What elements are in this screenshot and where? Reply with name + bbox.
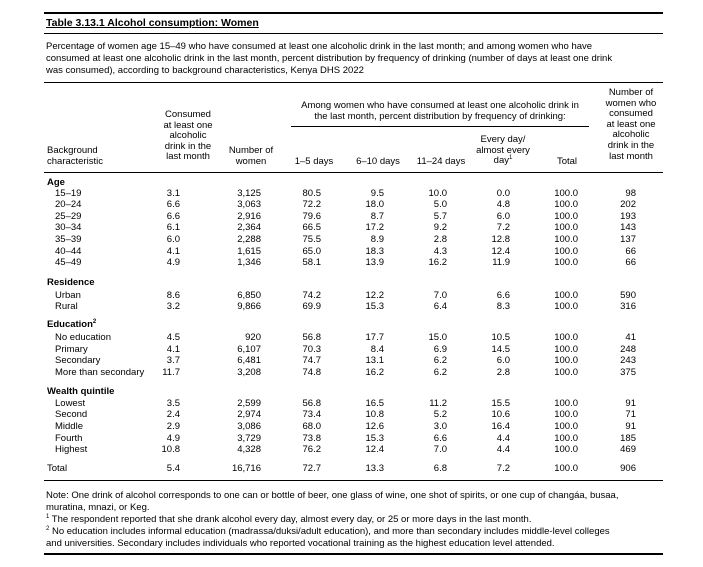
table-cell: 74.2 — [302, 290, 321, 301]
table-cell: 15.3 — [365, 301, 384, 312]
header-6-10-days: 6–10 days — [356, 156, 400, 167]
table-cell: 16,716 — [231, 463, 261, 474]
row-label: 40–44 — [55, 246, 82, 257]
table-cell: 100.0 — [554, 246, 578, 257]
table-cell: 66 — [625, 257, 636, 268]
table-cell: 41 — [625, 332, 636, 343]
table-cell: 3,208 — [237, 367, 261, 378]
table-cell: 4.4 — [496, 444, 510, 455]
table-cell: 316 — [620, 301, 636, 312]
table-cell: 1,346 — [237, 257, 261, 268]
table-cell: 75.5 — [302, 234, 321, 245]
table-cell: 137 — [620, 234, 636, 245]
table-cell: 100.0 — [554, 211, 578, 222]
table-cell: 12.6 — [365, 421, 384, 432]
description-line: Percentage of women age 15–49 who have consumed at least one alcoholic drink in the last month; and among women who have — [46, 41, 593, 52]
table-cell: 3.0 — [433, 421, 447, 432]
table-cell: 100.0 — [554, 355, 578, 366]
table-cell: 71 — [625, 409, 636, 420]
row-label: Rural — [55, 301, 78, 312]
table-cell: 2.4 — [166, 409, 180, 420]
table-cell: 100.0 — [554, 344, 578, 355]
table-cell: 12.4 — [365, 444, 384, 455]
row-label: Middle — [55, 421, 83, 432]
table-cell: 6,481 — [237, 355, 261, 366]
table-cell: 10.6 — [491, 409, 510, 420]
table-cell: 5.2 — [433, 409, 447, 420]
table-cell: 6.6 — [496, 290, 510, 301]
table-cell: 6.2 — [433, 355, 447, 366]
section-age: Age — [47, 177, 65, 188]
table-cell: 243 — [620, 355, 636, 366]
table-cell: 202 — [620, 199, 636, 210]
bottom-rule — [44, 553, 663, 555]
table-cell: 6.9 — [433, 344, 447, 355]
row-label: 15–19 — [55, 188, 82, 199]
table-cell: 13.3 — [365, 463, 384, 474]
table-cell: 76.2 — [302, 444, 321, 455]
row-label: 30–34 — [55, 222, 82, 233]
table-cell: 590 — [620, 290, 636, 301]
table-cell: 6,850 — [237, 290, 261, 301]
header-1-5-days: 1–5 days — [294, 156, 334, 167]
table-cell: 193 — [620, 211, 636, 222]
table-cell: 100.0 — [554, 398, 578, 409]
row-label: Secondary — [55, 355, 101, 366]
row-label: Fourth — [55, 433, 83, 444]
footnote-2-continued: and universities. Secondary includes individuals who reported vocational training as the highest education level attended. — [46, 538, 555, 549]
table-cell: 100.0 — [554, 444, 578, 455]
table-cell: 4.5 — [166, 332, 180, 343]
header-among-women-spanner: Among women who have consumed at least one alcoholic drink in the last month, percent distribution by frequency of drinking: — [301, 100, 579, 122]
table-cell: 12.4 — [491, 246, 510, 257]
table-cell: 100.0 — [554, 301, 578, 312]
table-cell: 5.0 — [433, 199, 447, 210]
table-cell: 9.2 — [433, 222, 447, 233]
table-cell: 6.0 — [166, 234, 180, 245]
table-cell: 375 — [620, 367, 636, 378]
table-cell: 15.0 — [428, 332, 447, 343]
table-cell: 6.4 — [433, 301, 447, 312]
table-cell: 5.4 — [166, 463, 180, 474]
table-cell: 7.0 — [433, 290, 447, 301]
table-cell: 16.4 — [491, 421, 510, 432]
section-education: Education$^2$ — [47, 318, 97, 330]
table-cell: 4.1 — [166, 344, 180, 355]
row-label: Lowest — [55, 398, 86, 409]
row-label: Second — [55, 409, 88, 420]
table-cell: 66.5 — [302, 222, 321, 233]
table-cell: 2,916 — [237, 211, 261, 222]
table-cell: 12.8 — [491, 234, 510, 245]
table-cell: 100.0 — [554, 234, 578, 245]
table-cell: 100.0 — [554, 463, 578, 474]
table-cell: 15.5 — [491, 398, 510, 409]
table-cell: 3,729 — [237, 433, 261, 444]
note-line: muratina, mnazi, or Keg. — [46, 502, 150, 513]
table-cell: 56.8 — [302, 398, 321, 409]
table-cell: 13.9 — [365, 257, 384, 268]
table-cell: 11.9 — [492, 257, 510, 268]
table-cell: 8.6 — [166, 290, 180, 301]
table-cell: 4.4 — [496, 433, 510, 444]
table-cell: 2,364 — [237, 222, 261, 233]
table-cell: 100.0 — [554, 188, 578, 199]
description-line: consumed at least one alcoholic drink in the last month, percent distribution by frequency of drinking (number of days at least one drink — [46, 53, 613, 64]
table-cell: 6.1 — [166, 222, 180, 233]
table-cell: 2.8 — [433, 234, 447, 245]
table-cell: 17.7 — [365, 332, 384, 343]
table-cell: 74.8 — [302, 367, 321, 378]
table-cell: 16.2 — [365, 367, 384, 378]
table-cell: 68.0 — [302, 421, 321, 432]
table-cell: 9.5 — [370, 188, 384, 199]
table-cell: 9,866 — [237, 301, 261, 312]
row-label: Total — [47, 463, 68, 474]
row-label: Urban — [55, 290, 81, 301]
table-cell: 7.2 — [496, 222, 510, 233]
table-cell: 73.8 — [302, 433, 321, 444]
table-cell: 2.9 — [166, 421, 180, 432]
header-top-rule — [44, 82, 663, 83]
table-cell: 5.7 — [433, 211, 447, 222]
table-cell: 58.1 — [302, 257, 321, 268]
table-cell: 16.5 — [365, 398, 384, 409]
header-consumed-last-month: Consumed at least one alcoholic drink in the last month — [163, 109, 213, 163]
table-cell: 8.7 — [370, 211, 384, 222]
table-cell: 7.0 — [433, 444, 447, 455]
table-cell: 6.8 — [433, 463, 447, 474]
table-cell: 100.0 — [554, 367, 578, 378]
table-cell: 3.2 — [166, 301, 180, 312]
section-wealth-quintile: Wealth quintile — [47, 386, 115, 397]
table-cell: 8.3 — [496, 301, 510, 312]
table-cell: 3.5 — [166, 398, 180, 409]
table-cell: 6.6 — [433, 433, 447, 444]
table-cell: 6.0 — [496, 211, 510, 222]
table-cell: 10.8 — [365, 409, 384, 420]
table-cell: 100.0 — [554, 222, 578, 233]
table-cell: 17.2 — [365, 222, 384, 233]
table-cell: 100.0 — [554, 421, 578, 432]
table-cell: 91 — [625, 398, 636, 409]
table-cell: 16.2 — [428, 257, 447, 268]
table-cell: 56.8 — [302, 332, 321, 343]
table-cell: 248 — [620, 344, 636, 355]
table-cell: 11.7 — [162, 367, 180, 378]
table-cell: 72.7 — [302, 463, 321, 474]
footer-rule — [44, 480, 663, 481]
table-cell: 100.0 — [554, 332, 578, 343]
table-cell: 3,125 — [237, 188, 261, 199]
table-cell: 15.3 — [365, 433, 384, 444]
table-cell: 73.4 — [302, 409, 321, 420]
row-label: 25–29 — [55, 211, 82, 222]
title-rule — [44, 33, 663, 34]
header-bottom-rule — [44, 172, 663, 173]
row-label: More than secondary — [55, 367, 145, 378]
table-cell: 14.5 — [491, 344, 510, 355]
table-cell: 3,063 — [237, 199, 261, 210]
table-cell: 18.3 — [365, 246, 384, 257]
table-cell: 80.5 — [302, 188, 321, 199]
section-residence: Residence — [47, 277, 95, 288]
header-number-of-women: Number of women — [228, 145, 274, 167]
table-cell: 6.6 — [166, 211, 180, 222]
table-cell: 100.0 — [554, 433, 578, 444]
table-cell: 8.4 — [370, 344, 384, 355]
row-label: No education — [55, 332, 111, 343]
table-cell: 100.0 — [554, 409, 578, 420]
table-cell: 69.9 — [302, 301, 321, 312]
note-line: Note: One drink of alcohol corresponds to one can or bottle of beer, one glass of wine, one shot of spirits, or one cup of changáa, busaa, — [46, 490, 619, 501]
top-rule — [44, 12, 663, 14]
table-cell: 11.2 — [429, 398, 447, 409]
table-cell: 100.0 — [554, 257, 578, 268]
table-cell: 100.0 — [554, 290, 578, 301]
table-cell: 4.3 — [433, 246, 447, 257]
table-cell: 70.3 — [302, 344, 321, 355]
table-cell: 65.0 — [302, 246, 321, 257]
table-cell: 0.0 — [496, 188, 510, 199]
table-cell: 7.2 — [496, 463, 510, 474]
table-cell: 2,599 — [237, 398, 261, 409]
table-cell: 4.9 — [166, 433, 180, 444]
table-cell: 2,288 — [237, 234, 261, 245]
table-notes — [46, 490, 664, 550]
table-cell: 6,107 — [237, 344, 261, 355]
description-line: was consumed), according to background characteristics, Kenya DHS 2022 — [46, 65, 364, 76]
table-cell: 72.2 — [302, 199, 321, 210]
table-cell: 4.8 — [496, 199, 510, 210]
table-cell: 4.1 — [166, 246, 180, 257]
table-cell: 185 — [620, 433, 636, 444]
table-cell: 3,086 — [237, 421, 261, 432]
row-label: 35–39 — [55, 234, 82, 245]
table-cell: 18.0 — [365, 199, 384, 210]
table-cell: 6.2 — [433, 367, 447, 378]
table-cell: 920 — [245, 332, 261, 343]
table-cell: 6.6 — [166, 199, 180, 210]
table-cell: 66 — [625, 246, 636, 257]
row-label: Primary — [55, 344, 88, 355]
table-title: Table 3.13.1 Alcohol consumption: Women — [46, 17, 259, 29]
table-cell: 906 — [620, 463, 636, 474]
table-cell: 10.5 — [491, 332, 510, 343]
table-cell: 4,328 — [237, 444, 261, 455]
spanner-rule — [291, 126, 589, 127]
table-cell: 98 — [625, 188, 636, 199]
table-cell: 12.2 — [365, 290, 384, 301]
table-cell: 1,615 — [237, 246, 261, 257]
table-cell: 2.8 — [496, 367, 510, 378]
table-cell: 143 — [620, 222, 636, 233]
table-cell: 2,974 — [237, 409, 261, 420]
header-number-consumed: Number of women who consumed at least one alcoholic drink in the last month — [605, 87, 657, 162]
header-background-characteristic: Background characteristic — [47, 145, 103, 167]
header-total: Total — [556, 156, 578, 167]
footnote-2: $^2$ No education includes informal education (madrassa/duksi/adult education), and more than secondary includes middle-level colleges — [46, 525, 610, 537]
table-cell: 3.7 — [166, 355, 180, 366]
table-cell: 91 — [625, 421, 636, 432]
row-label: Highest — [55, 444, 88, 455]
table-cell: 8.9 — [370, 234, 384, 245]
table-description — [46, 41, 662, 77]
table-cell: 3.1 — [166, 188, 180, 199]
table-cell: 469 — [620, 444, 636, 455]
header-every-day: Every day/ almost every day$^1$ — [476, 134, 530, 167]
footnote-1: $^1$ The respondent reported that she drank alcohol every day, almost every day, or 25 or more days in the last month. — [46, 513, 532, 525]
table-cell: 6.0 — [496, 355, 510, 366]
table-cell: 10.8 — [161, 444, 180, 455]
header-11-24-days: 11–24 days — [416, 156, 466, 167]
table-cell: 13.1 — [365, 355, 384, 366]
row-label: 20–24 — [55, 199, 82, 210]
table-cell: 74.7 — [302, 355, 321, 366]
table-cell: 4.9 — [166, 257, 180, 268]
table-cell: 10.0 — [428, 188, 447, 199]
row-label: 45–49 — [55, 257, 82, 268]
table-cell: 79.6 — [302, 211, 321, 222]
table-cell: 100.0 — [554, 199, 578, 210]
